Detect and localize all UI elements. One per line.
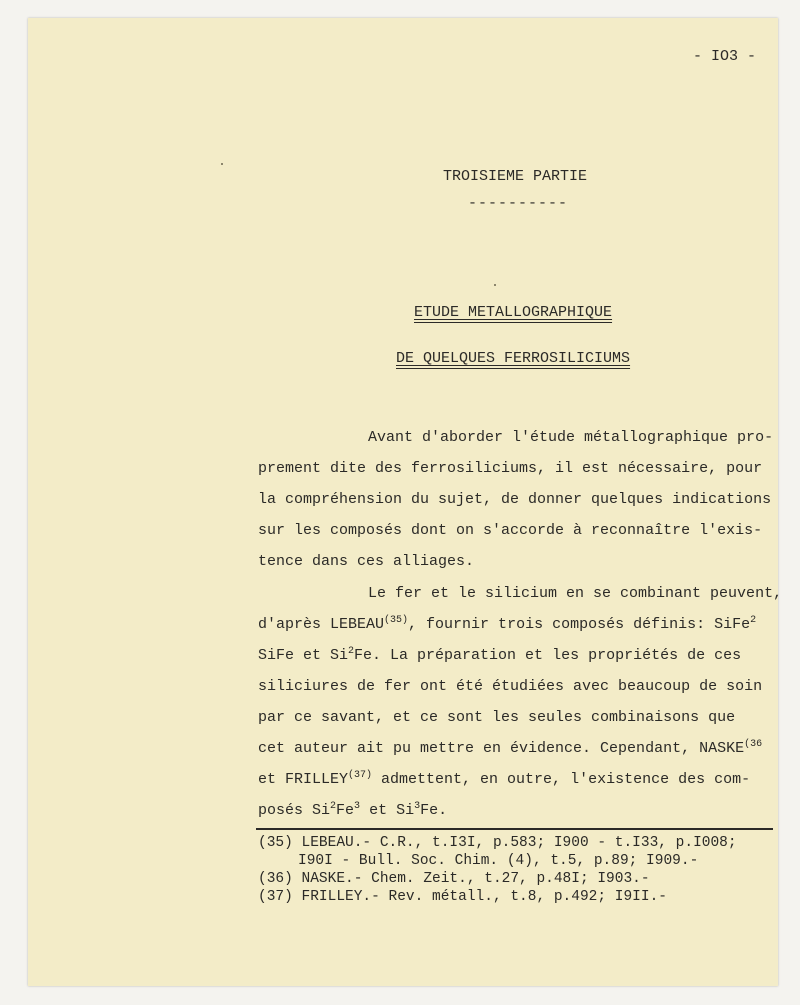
part-title: TROISIEME PARTIE: [443, 168, 588, 185]
reference-marker: (35): [384, 615, 409, 626]
paragraph-2-line: siliciures de fer ont été étudiées avec beaucoup de soin: [258, 678, 763, 695]
footnote-continuation: I90I - Bull. Soc. Chim. (4), t.5, p.89; I909.-: [298, 853, 699, 869]
typed-page: [28, 18, 783, 986]
reference-marker: (36: [744, 739, 763, 750]
section-heading-line-2: DE QUELQUES FERROSILICIUMS: [396, 350, 631, 367]
paragraph-2-line: posés Si$^2$Fe$^3$ et Si$^3$Fe.: [258, 801, 448, 819]
paragraph-2-line: SiFe et Si$^2$Fe. La préparation et les propriétés de ces: [258, 646, 742, 664]
paragraph-1-line: la compréhension du sujet, de donner quelques indications: [258, 491, 772, 508]
page-number: - IO3 -: [693, 48, 757, 65]
paragraph-1-line: tence dans ces alliages.: [258, 553, 475, 570]
paragraph-2-line: cet auteur ait pu mettre en évidence. Cependant, NASKE$^{(36}$: [258, 739, 763, 757]
footnote: (37) FRILLEY.- Rev. métall., t.8, p.492; I9II.-: [258, 889, 667, 905]
footnote: (35) LEBEAU.- C.R., t.I3I, p.583; I900 - t.I33, p.I008;: [258, 835, 737, 851]
ink-speck: [494, 284, 496, 286]
paragraph-1-line: prement dite des ferrosiliciums, il est nécessaire, pour: [258, 460, 763, 477]
footnote-separator: [256, 828, 773, 830]
paragraph-2-line: d'après LEBEAU$^{(35)}$, fournir trois composés définis: SiFe$^2$: [258, 615, 757, 633]
paragraph-1-line: Avant d'aborder l'étude métallographique pro-: [368, 429, 774, 446]
paragraph-2-line: et FRILLEY$^{(37)}$ admettent, en outre, l'existence des com-: [258, 770, 751, 788]
paragraph-1-line: sur les composés dont on s'accorde à reconnaître l'exis-: [258, 522, 763, 539]
ink-speck: [221, 163, 223, 165]
part-title-rule: ----------: [468, 195, 569, 212]
paragraph-2-line: par ce savant, et ce sont les seules combinaisons que: [258, 709, 736, 726]
section-heading-line-1: ETUDE METALLOGRAPHIQUE: [414, 304, 613, 321]
reference-marker: (37): [348, 770, 373, 781]
paragraph-2-line: Le fer et le silicium en se combinant peuvent,: [368, 585, 783, 602]
footnote: (36) NASKE.- Chem. Zeit., t.27, p.48I; I903.-: [258, 871, 650, 887]
